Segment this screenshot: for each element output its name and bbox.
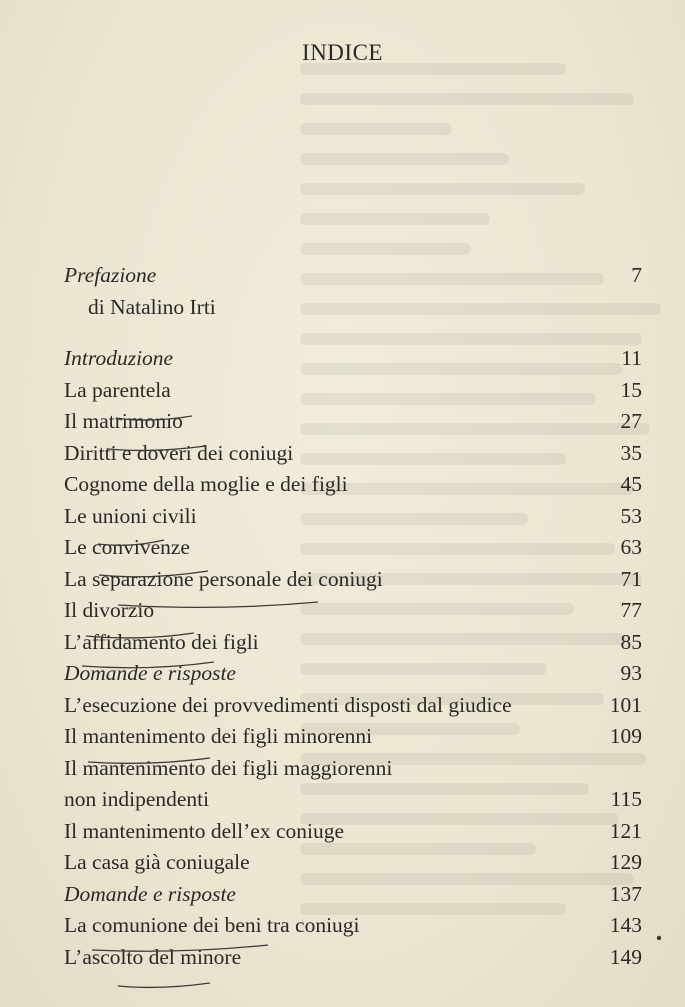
toc-entry-title: Il mantenimento dei figli maggiorenni <box>64 755 393 780</box>
toc-entry-title: L’esecuzione dei provvedimenti disposti dal giudice <box>64 692 512 717</box>
underline-convivenze <box>99 571 208 577</box>
toc-entry-page: 7 <box>631 263 642 287</box>
toc-entry-title: Diritti e doveri dei coniugi <box>64 440 294 465</box>
underline-matrimonio <box>108 446 206 450</box>
toc-entry-title: Prefazione <box>64 263 157 287</box>
underline-unioni <box>98 540 164 545</box>
toc-entry-title: Il mantenimento dei figli minorenni <box>64 724 373 748</box>
toc-entry-page: 27 <box>620 409 642 433</box>
toc-entry-page: 93 <box>620 661 642 685</box>
toc-entry-title: Cognome della moglie e dei figli <box>64 472 348 496</box>
toc-entry-page: 53 <box>620 503 642 528</box>
toc-entry-title: Domande e risposte <box>64 881 236 906</box>
toc-entry-title: L’ascolto del minore <box>64 944 242 969</box>
toc-entry-title: La separazione personale dei coniugi <box>64 566 383 591</box>
toc-entry-title: L’affidamento dei figli <box>64 629 259 654</box>
underline-divorzio <box>86 633 194 638</box>
toc-entry-page: 129 <box>609 850 642 874</box>
toc-entry-page: 143 <box>609 913 642 937</box>
toc-entry-title: Il matrimonio <box>64 409 183 433</box>
toc-entry-title: Il mantenimento dell’ex coniuge <box>64 818 345 843</box>
toc-entry-page: 121 <box>609 818 642 843</box>
toc-entry-title: Introduzione <box>64 346 174 370</box>
page-title: INDICE <box>302 40 383 65</box>
underline-separazione <box>118 602 318 607</box>
toc-entry-page: 77 <box>620 598 642 622</box>
toc-entry-page: 115 <box>610 787 642 811</box>
toc-entry-page: 149 <box>609 944 642 969</box>
toc-entry-page: 45 <box>620 472 642 496</box>
toc-entry-page: 85 <box>620 629 642 654</box>
toc-entry-page: 71 <box>620 566 642 591</box>
toc-entry-title: La casa già coniugale <box>64 850 250 874</box>
toc-entry-title: Domande e risposte <box>64 661 236 685</box>
toc-entry-title: Le unioni civili <box>64 503 197 528</box>
toc-entry-title: La parentela <box>64 377 171 402</box>
toc-entry-page: 11 <box>621 346 642 370</box>
underline-comunione <box>92 945 268 951</box>
toc-entry-title: La comunione dei beni tra coniugi <box>64 913 360 937</box>
toc-entry-title: Le convivenze <box>64 535 190 559</box>
underline-mantenimento <box>88 758 210 763</box>
toc-entry-page: 109 <box>609 724 642 748</box>
toc-entry-title: non indipendenti <box>64 787 210 811</box>
underline-ascolto <box>118 983 210 987</box>
underline-affidamento <box>82 662 214 668</box>
toc-entry-title: Il divorzio <box>64 598 155 622</box>
toc-entry-page: 35 <box>620 440 642 465</box>
underline-parentela <box>116 416 192 420</box>
toc-entry-page: 63 <box>620 535 642 559</box>
ink-dot <box>657 936 661 940</box>
toc-entry-page: 15 <box>620 377 642 402</box>
toc-entry-title: di Natalino Irti <box>88 294 216 319</box>
toc-entry-page: 101 <box>609 692 642 717</box>
toc-entry-page: 137 <box>609 881 642 906</box>
